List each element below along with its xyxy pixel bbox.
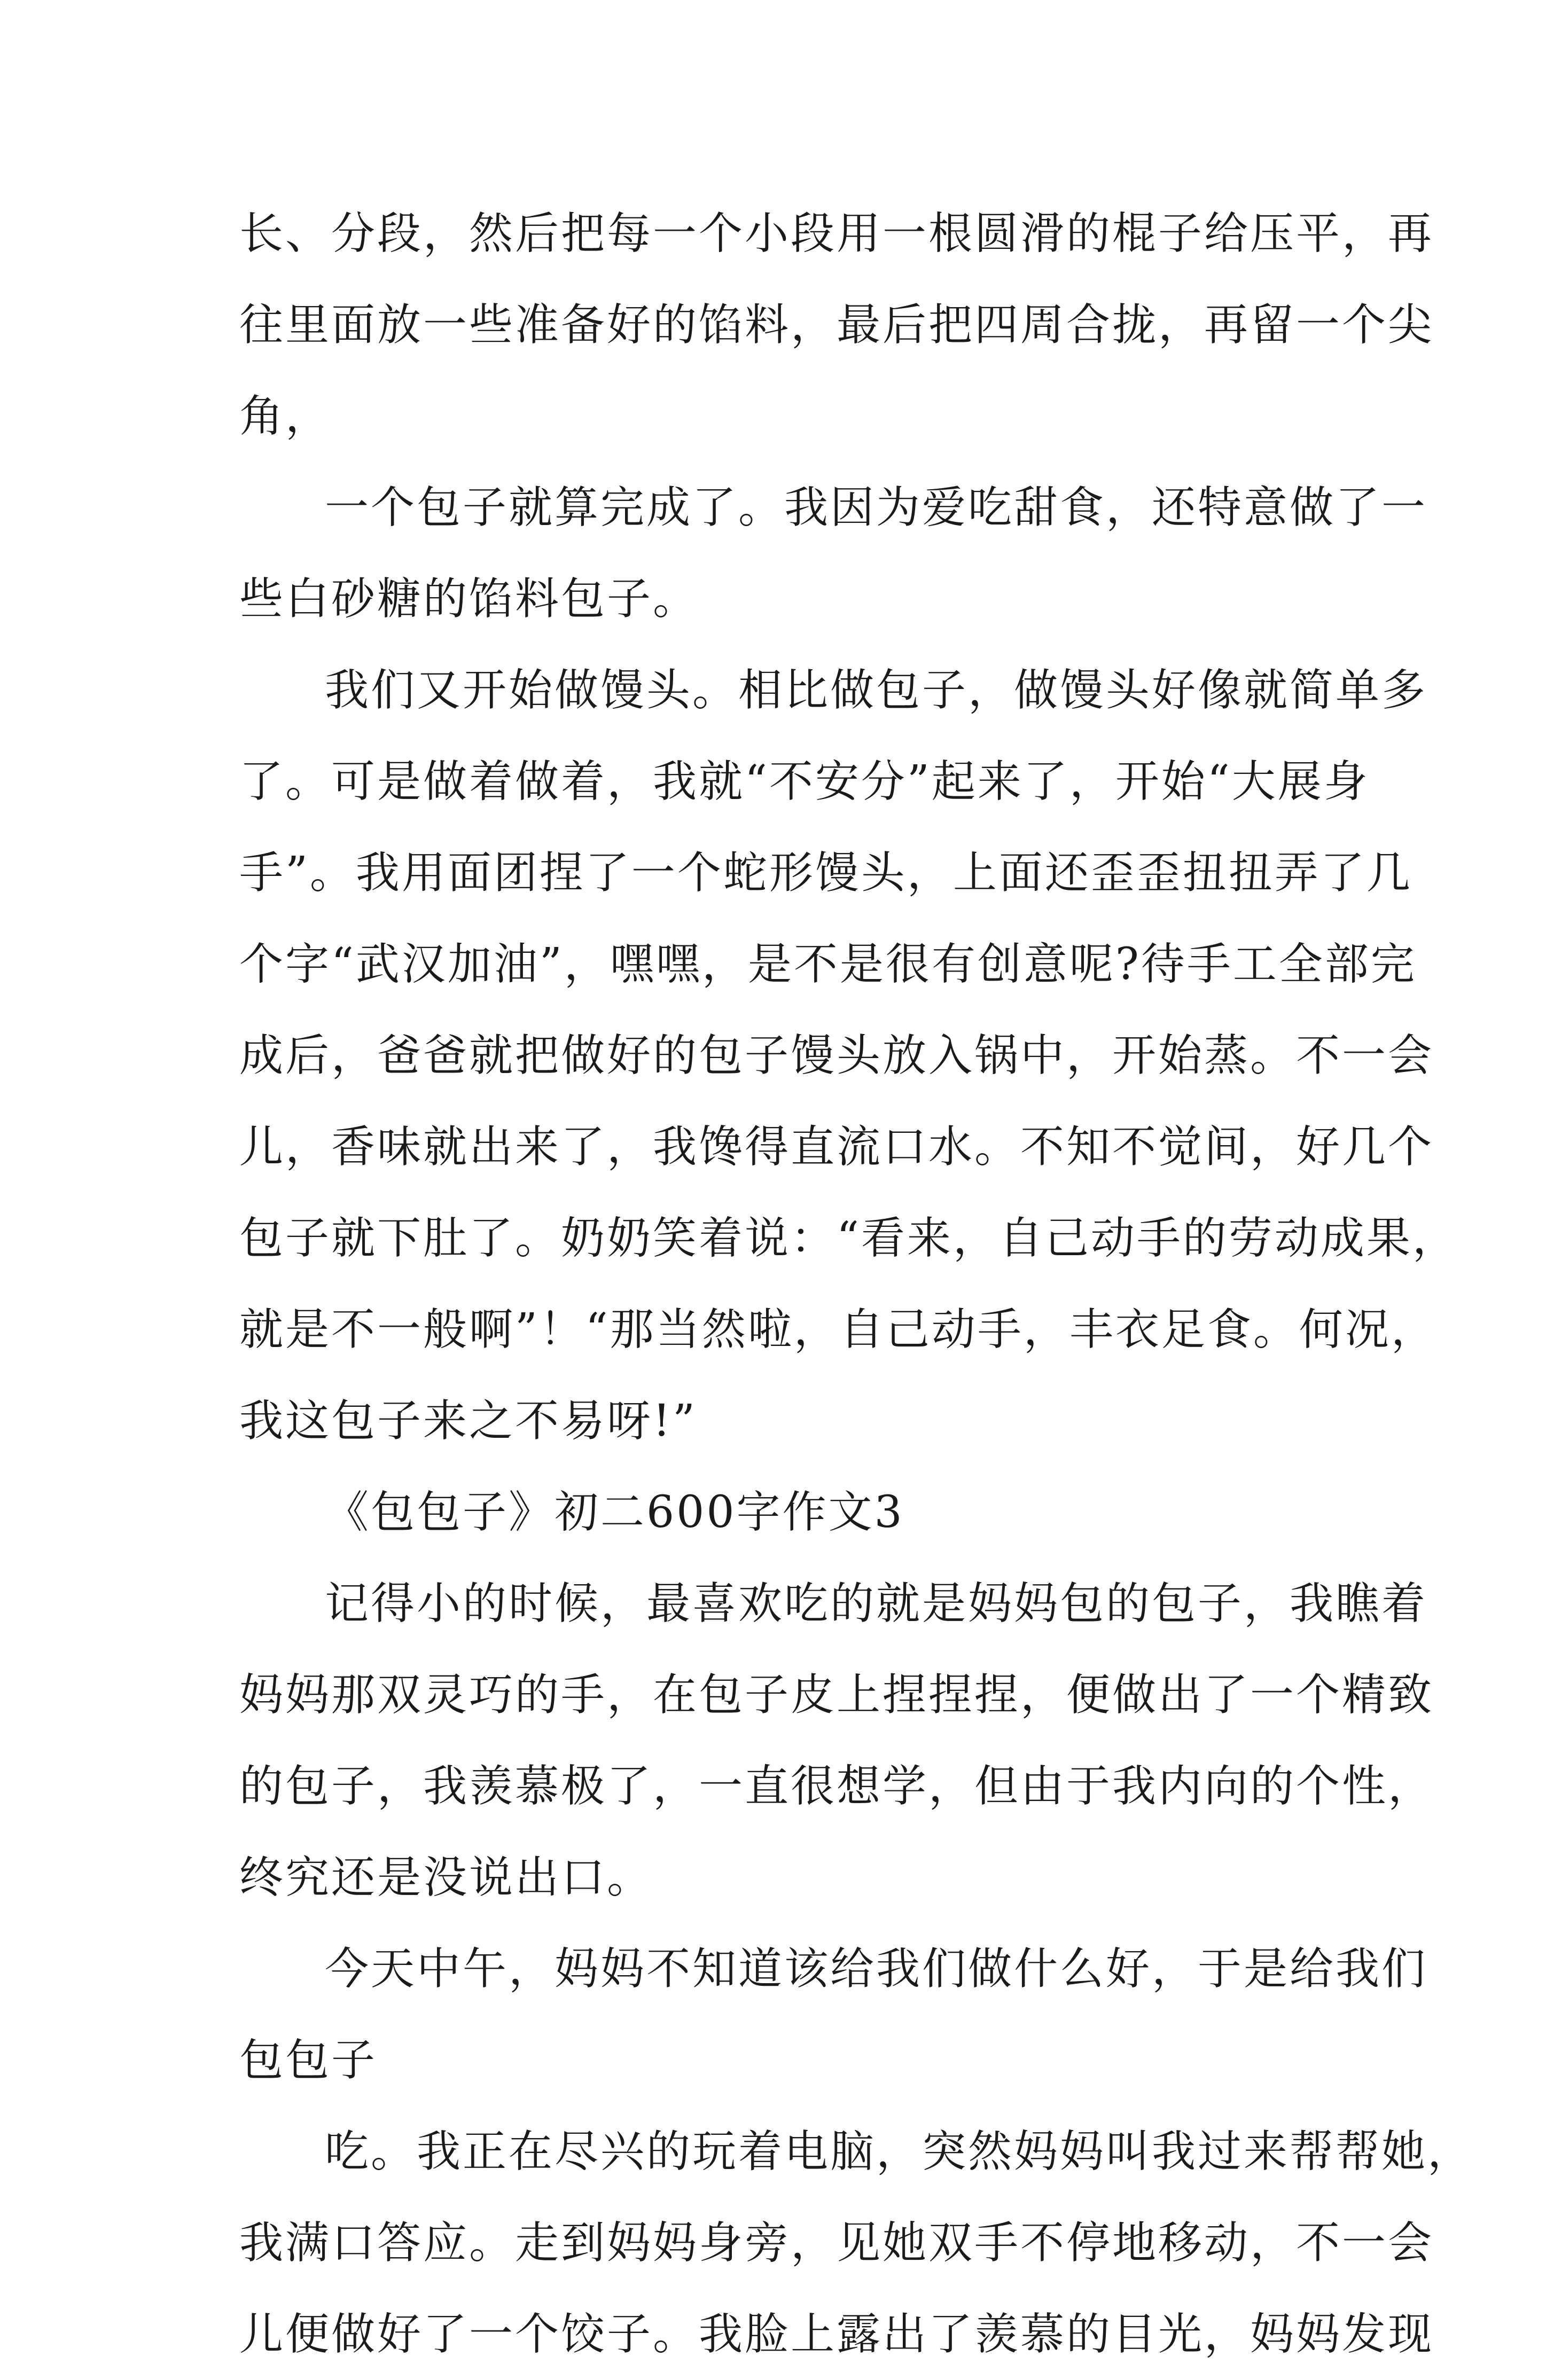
text-line: 成后，爸爸就把做好的包子馒头放入锅中，开始蒸。不一会	[239, 1030, 1434, 1081]
text-line: 儿便做好了一个饺子。我脸上露出了羡慕的目光，妈妈发现	[239, 2309, 1434, 2360]
text-line: 角，	[239, 391, 332, 442]
paragraph-start-line: 记得小的时候，最喜欢吃的就是妈妈包的包子，我瞧着	[325, 1578, 1428, 1629]
text-line: 往里面放一些准备好的馅料，最后把四周合拢，再留一个尖	[239, 300, 1434, 350]
text-line: 包子就下肚了。奶奶笑着说：“看来，自己动手的劳动成果，	[239, 1213, 1458, 1264]
text-line: 了。可是做着做着，我就“不安分”起来了，开始“大展身	[239, 756, 1370, 807]
text-line: 手”。我用面团捏了一个蛇形馒头，上面还歪歪扭扭弄了几	[239, 848, 1412, 898]
paragraph-start-line: 一个包子就算完成了。我因为爱吃甜食，还特意做了一	[325, 482, 1428, 533]
text-line: 的包子，我羡慕极了，一直很想学，但由于我内向的个性，	[239, 1761, 1434, 1812]
text-line: 就是不一般啊”！“那当然啦，自己动手，丰衣足食。何况，	[239, 1304, 1437, 1355]
text-line: 我这包子来之不易呀!”	[239, 1396, 697, 1446]
text-line: 长、分段，然后把每一个小段用一根圆滑的棍子给压平，再	[239, 208, 1434, 259]
text-line: 包包子	[239, 2035, 378, 2086]
text-line: 我满口答应。走到妈妈身旁，见她双手不停地移动，不一会	[239, 2218, 1434, 2268]
document-body	[239, 188, 1474, 2380]
text-line: 妈妈那双灵巧的手，在包子皮上捏捏捏，便做出了一个精致	[239, 1670, 1434, 1720]
section-heading: 《包包子》初二600字作文3	[325, 1487, 904, 1538]
text-line: 个字“武汉加油”，嘿嘿，是不是很有创意呢?待手工全部完	[239, 939, 1417, 990]
text-line: 儿，香味就出来了，我馋得直流口水。不知不觉间，好几个	[239, 1122, 1434, 1172]
text-line: 终究还是没说出口。	[239, 1852, 653, 1903]
text-line: 些白砂糖的馅料包子。	[239, 574, 699, 624]
paragraph-start-line: 吃。我正在尽兴的玩着电脑，突然妈妈叫我过来帮帮她，	[325, 2126, 1474, 2177]
paragraph-start-line: 我们又开始做馒头。相比做包子，做馒头好像就简单多	[325, 665, 1428, 716]
paragraph-start-line: 今天中午，妈妈不知道该给我们做什么好，于是给我们	[325, 1944, 1428, 1994]
